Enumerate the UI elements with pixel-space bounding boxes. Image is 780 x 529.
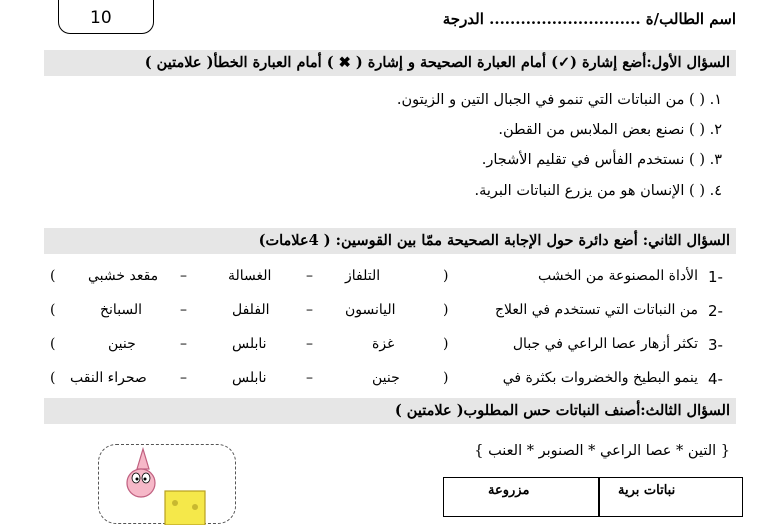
- q2-item-3-stem: تكثر أزهار عصا الراعي في جبال: [512, 336, 698, 352]
- q2-item-3-option-3[interactable]: جنين: [108, 336, 136, 352]
- q2-item-2-open-paren: (: [443, 302, 449, 318]
- student-name-line: اسم الطالب/ة ............................. الدرجة: [442, 10, 736, 28]
- q2-item-4-close-paren: ): [50, 370, 56, 386]
- q2-item-1-option-2[interactable]: الغسالة: [228, 268, 272, 284]
- q2-item-4-option-1[interactable]: جنين: [372, 370, 400, 386]
- q2-item-1-stem: الأداة المصنوعة من الخشب: [538, 268, 698, 284]
- q2-item-4-stem: ينمو البطيخ والخضروات بكثرة في: [502, 370, 698, 386]
- q2-item-2-option-3[interactable]: السبانخ: [100, 302, 143, 318]
- q2-item-3-dash-2: –: [180, 336, 187, 352]
- q2-item-1-dash-1: –: [306, 268, 313, 284]
- q2-item-2-number: 2-: [708, 302, 723, 320]
- cartoon-characters-illustration: [99, 445, 234, 525]
- q2-item-3-dash-1: –: [306, 336, 313, 352]
- q1-item-2: ٢. ( ) نصنع بعض الملابس من القطن.: [498, 122, 722, 138]
- q2-item-2-close-paren: ): [50, 302, 56, 318]
- illustration-frame: [98, 444, 236, 524]
- q2-item-4-dash-1: –: [306, 370, 313, 386]
- q1-title: السؤال الأول:أضع إشارة (✓) أمام العبارة الصحيحة و إشارة ( ✖ ) أمام العبارة الخطأ( علامتين ): [144, 54, 730, 71]
- table-header-cultivated: مزروعة: [488, 483, 530, 498]
- q3-title: السؤال الثالث:أصنف النباتات حس المطلوب( علامتين ): [394, 402, 730, 419]
- q2-item-3-open-paren: (: [443, 336, 449, 352]
- q2-item-1-close-paren: ): [50, 268, 56, 284]
- q1-item-1: ١. ( ) من النباتات التي تنمو في الجبال التين و الزيتون.: [396, 92, 722, 108]
- q2-item-2-option-2[interactable]: الفلفل: [232, 302, 270, 318]
- q2-item-2-stem: من النباتات التي تستخدم في العلاج: [495, 302, 698, 318]
- q2-item-3-option-2[interactable]: نابلس: [232, 336, 267, 352]
- q2-item-3-number: 3-: [708, 336, 723, 354]
- q2-item-4-open-paren: (: [443, 370, 449, 386]
- q1-item-3: ٣. ( ) نستخدم الفأس في تقليم الأشجار.: [481, 152, 722, 168]
- q2-item-1-dash-2: –: [180, 268, 187, 284]
- q2-item-3-close-paren: ): [50, 336, 56, 352]
- q3-word-list: { التين * عصا الراعي * الصنوبر * العنب }: [474, 443, 730, 459]
- q2-title: السؤال الثاني: أضع دائرة حول الإجابة الصحيحة ممّا بين القوسين: ( 4علامات): [258, 232, 730, 249]
- q2-item-4-option-2[interactable]: نابلس: [232, 370, 267, 386]
- q2-item-4-dash-2: –: [180, 370, 187, 386]
- q2-item-1-open-paren: (: [443, 268, 449, 284]
- q2-item-1-number: 1-: [708, 268, 723, 286]
- table-header-wild-plants: نباتات برية: [618, 483, 676, 498]
- q2-item-2-dash-2: –: [180, 302, 187, 318]
- table-divider: [598, 477, 600, 517]
- q2-item-2-dash-1: –: [306, 302, 313, 318]
- q2-item-1-option-1[interactable]: التلفاز: [345, 268, 381, 284]
- q2-item-1-option-3[interactable]: مقعد خشبي: [88, 268, 159, 284]
- score-value: 10: [90, 8, 112, 28]
- q2-item-4-option-3[interactable]: صحراء النقب: [70, 370, 147, 386]
- q2-item-3-option-1[interactable]: غزة: [372, 336, 395, 352]
- q1-item-4: ٤. ( ) الإنسان هو من يزرع النباتات البرية.: [474, 183, 722, 199]
- q2-item-2-option-1[interactable]: اليانسون: [345, 302, 396, 318]
- q2-item-4-number: 4-: [708, 370, 723, 388]
